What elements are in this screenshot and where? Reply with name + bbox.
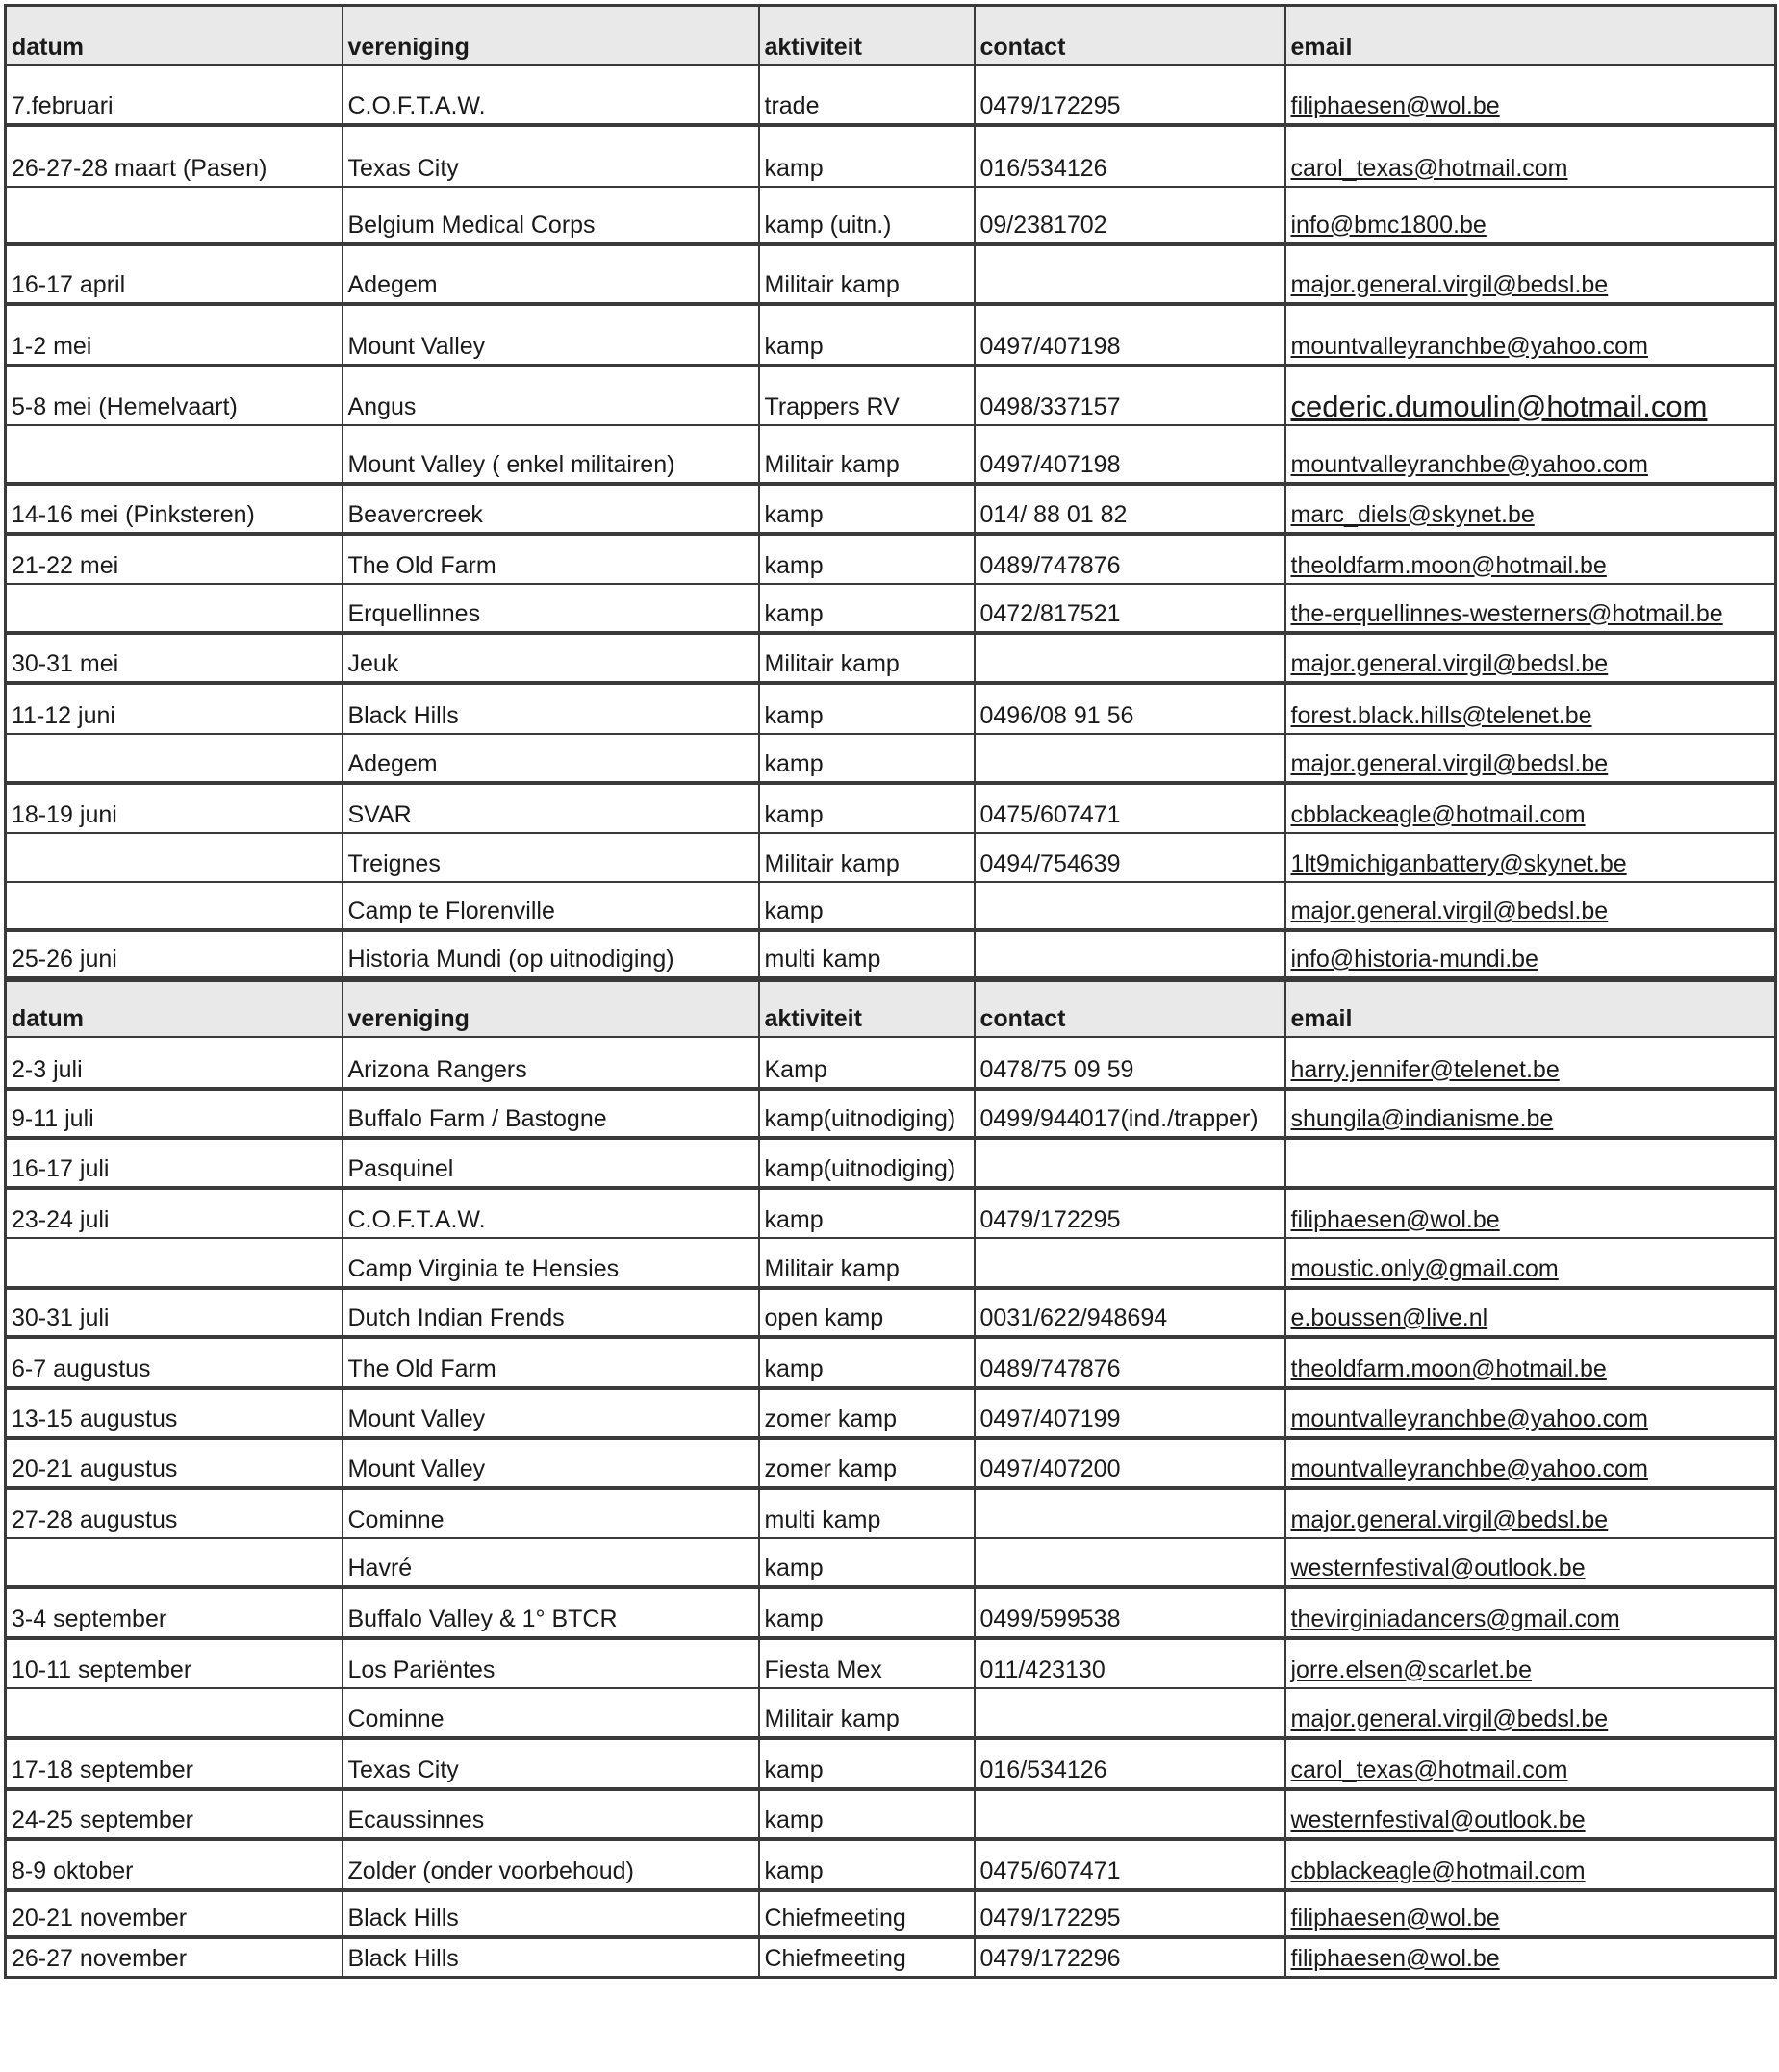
cell-datum: 1-2 mei xyxy=(6,304,343,366)
events-table-first-half xyxy=(4,4,1777,979)
cell-datum: 18-19 juni xyxy=(6,783,343,833)
cell-aktiviteit: Militair kamp xyxy=(759,425,975,484)
cell-contact: 0479/172295 xyxy=(975,1188,1285,1238)
cell-contact xyxy=(975,1789,1285,1839)
cell-datum xyxy=(6,1688,343,1738)
cell-datum xyxy=(6,425,343,484)
header-contact: contact xyxy=(975,6,1285,65)
cell-datum: 3-4 september xyxy=(6,1587,343,1638)
cell-aktiviteit: kamp xyxy=(759,125,975,187)
cell-contact: 0497/407199 xyxy=(975,1388,1285,1438)
cell-datum: 30-31 mei xyxy=(6,633,343,683)
cell-aktiviteit: Chiefmeeting xyxy=(759,1937,975,1978)
cell-datum: 9-11 juli xyxy=(6,1089,343,1138)
cell-email[interactable]: filiphaesen@wol.be xyxy=(1285,1937,1776,1978)
cell-contact: 014/ 88 01 82 xyxy=(975,484,1285,534)
header-email: email xyxy=(1285,981,1776,1037)
cell-contact: 0497/407200 xyxy=(975,1438,1285,1488)
cell-contact: 0475/607471 xyxy=(975,783,1285,833)
cell-contact: 0496/08 91 56 xyxy=(975,683,1285,734)
cell-datum: 20-21 november xyxy=(6,1890,343,1937)
cell-aktiviteit: Chiefmeeting xyxy=(759,1890,975,1937)
cell-vereniging: Adegem xyxy=(343,244,759,304)
cell-datum: 21-22 mei xyxy=(6,534,343,584)
table-row xyxy=(6,1538,1776,1587)
cell-datum: 13-15 augustus xyxy=(6,1388,343,1438)
cell-email[interactable]: thevirginiadancers@gmail.com xyxy=(1285,1587,1776,1638)
table-row xyxy=(6,930,1776,978)
cell-contact: 0499/944017(ind./trapper) xyxy=(975,1089,1285,1138)
cell-datum: 11-12 juni xyxy=(6,683,343,734)
cell-email[interactable]: westernfestival@outlook.be xyxy=(1285,1789,1776,1839)
table-row xyxy=(6,633,1776,683)
cell-contact: 0472/817521 xyxy=(975,584,1285,633)
cell-contact xyxy=(975,1488,1285,1538)
header-row xyxy=(6,981,1776,1037)
cell-datum: 23-24 juli xyxy=(6,1188,343,1238)
table-row xyxy=(6,65,1776,125)
cell-email[interactable]: moustic.only@gmail.com xyxy=(1285,1238,1776,1288)
cell-vereniging: Texas City xyxy=(343,125,759,187)
cell-email[interactable]: major.general.virgil@bedsl.be xyxy=(1285,882,1776,930)
cell-datum xyxy=(6,833,343,882)
cell-datum: 26-27 november xyxy=(6,1937,343,1978)
cell-aktiviteit: open kamp xyxy=(759,1288,975,1337)
cell-vereniging: Black Hills xyxy=(343,1937,759,1978)
cell-datum: 14-16 mei (Pinksteren) xyxy=(6,484,343,534)
cell-email[interactable]: cbblackeagle@hotmail.com xyxy=(1285,783,1776,833)
cell-aktiviteit: kamp xyxy=(759,683,975,734)
header-aktiviteit: aktiviteit xyxy=(759,981,975,1037)
cell-email[interactable]: cederic.dumoulin@hotmail.com xyxy=(1285,366,1776,425)
cell-datum: 5-8 mei (Hemelvaart) xyxy=(6,366,343,425)
cell-contact xyxy=(975,1238,1285,1288)
table-row xyxy=(6,1587,1776,1638)
cell-aktiviteit: zomer kamp xyxy=(759,1438,975,1488)
table-row xyxy=(6,425,1776,484)
cell-email[interactable]: jorre.elsen@scarlet.be xyxy=(1285,1638,1776,1688)
cell-aktiviteit: kamp xyxy=(759,1839,975,1890)
table-row xyxy=(6,1138,1776,1188)
cell-contact: 0497/407198 xyxy=(975,425,1285,484)
cell-email[interactable]: mountvalleyranchbe@yahoo.com xyxy=(1285,425,1776,484)
cell-vereniging: The Old Farm xyxy=(343,1337,759,1388)
cell-aktiviteit: kamp xyxy=(759,1538,975,1587)
cell-vereniging: Buffalo Valley & 1° BTCR xyxy=(343,1587,759,1638)
cell-aktiviteit: Militair kamp xyxy=(759,633,975,683)
cell-aktiviteit: multi kamp xyxy=(759,1488,975,1538)
cell-aktiviteit: kamp xyxy=(759,734,975,783)
cell-vereniging: Belgium Medical Corps xyxy=(343,187,759,244)
cell-aktiviteit: kamp xyxy=(759,1587,975,1638)
cell-vereniging: Arizona Rangers xyxy=(343,1037,759,1089)
cell-vereniging: Treignes xyxy=(343,833,759,882)
cell-vereniging: Angus xyxy=(343,366,759,425)
cell-email[interactable]: theoldfarm.moon@hotmail.be xyxy=(1285,1337,1776,1388)
cell-email[interactable]: harry.jennifer@telenet.be xyxy=(1285,1037,1776,1089)
cell-vereniging: Ecaussinnes xyxy=(343,1789,759,1839)
cell-email[interactable]: filiphaesen@wol.be xyxy=(1285,1890,1776,1937)
cell-vereniging: Beavercreek xyxy=(343,484,759,534)
cell-email[interactable]: filiphaesen@wol.be xyxy=(1285,65,1776,125)
cell-datum: 20-21 augustus xyxy=(6,1438,343,1488)
cell-contact: 0497/407198 xyxy=(975,304,1285,366)
cell-datum: 8-9 oktober xyxy=(6,1839,343,1890)
cell-vereniging: Mount Valley xyxy=(343,304,759,366)
cell-contact: 09/2381702 xyxy=(975,187,1285,244)
cell-contact xyxy=(975,734,1285,783)
cell-aktiviteit: zomer kamp xyxy=(759,1388,975,1438)
table-row xyxy=(6,1839,1776,1890)
cell-email[interactable]: shungila@indianisme.be xyxy=(1285,1089,1776,1138)
table-row xyxy=(6,1089,1776,1138)
table-row xyxy=(6,1337,1776,1388)
header-row xyxy=(6,6,1776,65)
cell-datum xyxy=(6,1238,343,1288)
table-row xyxy=(6,1037,1776,1089)
cell-vereniging: Historia Mundi (op uitnodiging) xyxy=(343,930,759,978)
cell-contact xyxy=(975,1138,1285,1188)
cell-email[interactable]: major.general.virgil@bedsl.be xyxy=(1285,244,1776,304)
cell-contact xyxy=(975,244,1285,304)
cell-datum xyxy=(6,1538,343,1587)
cell-datum: 7.februari xyxy=(6,65,343,125)
cell-aktiviteit: kamp xyxy=(759,1337,975,1388)
cell-vereniging: The Old Farm xyxy=(343,534,759,584)
header-vereniging: vereniging xyxy=(343,981,759,1037)
cell-aktiviteit: Militair kamp xyxy=(759,244,975,304)
cell-email[interactable]: mountvalleyranchbe@yahoo.com xyxy=(1285,1438,1776,1488)
table-row xyxy=(6,882,1776,930)
cell-email[interactable]: info@bmc1800.be xyxy=(1285,187,1776,244)
cell-contact xyxy=(975,1538,1285,1587)
cell-contact: 0479/172296 xyxy=(975,1937,1285,1978)
cell-aktiviteit: trade xyxy=(759,65,975,125)
table-row xyxy=(6,484,1776,534)
table-row xyxy=(6,734,1776,783)
cell-vereniging: Havré xyxy=(343,1538,759,1587)
cell-vereniging: Los Pariëntes xyxy=(343,1638,759,1688)
cell-email[interactable]: marc_diels@skynet.be xyxy=(1285,484,1776,534)
cell-aktiviteit: kamp xyxy=(759,484,975,534)
cell-contact xyxy=(975,633,1285,683)
cell-aktiviteit: Fiesta Mex xyxy=(759,1638,975,1688)
cell-email[interactable]: westernfestival@outlook.be xyxy=(1285,1538,1776,1587)
cell-aktiviteit: kamp xyxy=(759,783,975,833)
table-row xyxy=(6,1688,1776,1738)
header-vereniging: vereniging xyxy=(343,6,759,65)
table-row xyxy=(6,683,1776,734)
cell-datum: 30-31 juli xyxy=(6,1288,343,1337)
cell-datum xyxy=(6,187,343,244)
table-row xyxy=(6,1438,1776,1488)
cell-vereniging: Mount Valley xyxy=(343,1388,759,1438)
cell-datum: 10-11 september xyxy=(6,1638,343,1688)
cell-aktiviteit: kamp xyxy=(759,304,975,366)
cell-contact xyxy=(975,882,1285,930)
cell-aktiviteit: Militair kamp xyxy=(759,1238,975,1288)
table-row xyxy=(6,1638,1776,1688)
cell-contact: 016/534126 xyxy=(975,125,1285,187)
cell-aktiviteit: kamp xyxy=(759,1188,975,1238)
cell-contact xyxy=(975,1688,1285,1738)
header-contact: contact xyxy=(975,981,1285,1037)
cell-vereniging: Dutch Indian Frends xyxy=(343,1288,759,1337)
header-datum: datum xyxy=(6,6,343,65)
cell-aktiviteit: Militair kamp xyxy=(759,833,975,882)
cell-contact: 016/534126 xyxy=(975,1738,1285,1789)
cell-vereniging: Texas City xyxy=(343,1738,759,1789)
cell-vereniging: Pasquinel xyxy=(343,1138,759,1188)
cell-vereniging: Erquellinnes xyxy=(343,584,759,633)
cell-datum xyxy=(6,734,343,783)
cell-contact: 0499/599538 xyxy=(975,1587,1285,1638)
table-row xyxy=(6,1388,1776,1438)
table-row xyxy=(6,1288,1776,1337)
cell-datum: 16-17 juli xyxy=(6,1138,343,1188)
cell-email[interactable]: info@historia-mundi.be xyxy=(1285,930,1776,978)
cell-vereniging: Cominne xyxy=(343,1688,759,1738)
table-row xyxy=(6,1238,1776,1288)
cell-datum: 24-25 september xyxy=(6,1789,343,1839)
cell-email[interactable]: mountvalleyranchbe@yahoo.com xyxy=(1285,304,1776,366)
cell-aktiviteit: kamp(uitnodiging) xyxy=(759,1089,975,1138)
cell-aktiviteit: kamp xyxy=(759,882,975,930)
cell-contact: 0498/337157 xyxy=(975,366,1285,425)
cell-vereniging: Adegem xyxy=(343,734,759,783)
cell-contact: 0479/172295 xyxy=(975,1890,1285,1937)
cell-aktiviteit: kamp(uitnodiging) xyxy=(759,1138,975,1188)
table-row xyxy=(6,244,1776,304)
cell-contact xyxy=(975,930,1285,978)
cell-vereniging: Mount Valley xyxy=(343,1438,759,1488)
cell-email[interactable]: mountvalleyranchbe@yahoo.com xyxy=(1285,1388,1776,1438)
cell-vereniging: Mount Valley ( enkel militairen) xyxy=(343,425,759,484)
cell-email[interactable]: e.boussen@live.nl xyxy=(1285,1288,1776,1337)
cell-contact: 011/423130 xyxy=(975,1638,1285,1688)
table-body xyxy=(6,1037,1776,1978)
cell-vereniging: Black Hills xyxy=(343,683,759,734)
cell-vereniging: Black Hills xyxy=(343,1890,759,1937)
cell-aktiviteit: multi kamp xyxy=(759,930,975,978)
cell-datum: 16-17 april xyxy=(6,244,343,304)
table-row xyxy=(6,584,1776,633)
cell-email[interactable]: major.general.virgil@bedsl.be xyxy=(1285,734,1776,783)
cell-email[interactable]: theoldfarm.moon@hotmail.be xyxy=(1285,534,1776,584)
cell-aktiviteit: Militair kamp xyxy=(759,1688,975,1738)
cell-vereniging: Camp Virginia te Hensies xyxy=(343,1238,759,1288)
cell-vereniging: Zolder (onder voorbehoud) xyxy=(343,1839,759,1890)
table-row xyxy=(6,1188,1776,1238)
cell-email[interactable]: 1lt9michiganbattery@skynet.be xyxy=(1285,833,1776,882)
table-row xyxy=(6,1937,1776,1978)
cell-aktiviteit: kamp xyxy=(759,1738,975,1789)
table-row xyxy=(6,187,1776,244)
cell-vereniging: Jeuk xyxy=(343,633,759,683)
cell-email[interactable]: forest.black.hills@telenet.be xyxy=(1285,683,1776,734)
cell-datum: 2-3 juli xyxy=(6,1037,343,1089)
cell-contact: 0489/747876 xyxy=(975,1337,1285,1388)
cell-contact: 0031/622/948694 xyxy=(975,1288,1285,1337)
cell-email xyxy=(1285,1138,1776,1188)
header-aktiviteit: aktiviteit xyxy=(759,6,975,65)
table-row xyxy=(6,304,1776,366)
table-row xyxy=(6,1488,1776,1538)
cell-aktiviteit: kamp (uitn.) xyxy=(759,187,975,244)
table-row xyxy=(6,833,1776,882)
cell-vereniging: Cominne xyxy=(343,1488,759,1538)
cell-contact: 0478/75 09 59 xyxy=(975,1037,1285,1089)
header-email: email xyxy=(1285,6,1776,65)
cell-datum: 17-18 september xyxy=(6,1738,343,1789)
header-datum: datum xyxy=(6,981,343,1037)
cell-contact: 0479/172295 xyxy=(975,65,1285,125)
cell-datum: 25-26 juni xyxy=(6,930,343,978)
table-row xyxy=(6,1789,1776,1839)
cell-contact: 0475/607471 xyxy=(975,1839,1285,1890)
table-row xyxy=(6,1738,1776,1789)
cell-aktiviteit: Trappers RV xyxy=(759,366,975,425)
cell-email[interactable]: cbblackeagle@hotmail.com xyxy=(1285,1839,1776,1890)
table-row xyxy=(6,1890,1776,1937)
cell-vereniging: C.O.F.T.A.W. xyxy=(343,1188,759,1238)
cell-datum: 6-7 augustus xyxy=(6,1337,343,1388)
table-row xyxy=(6,366,1776,425)
table-row xyxy=(6,534,1776,584)
cell-email[interactable]: major.general.virgil@bedsl.be xyxy=(1285,1488,1776,1538)
cell-datum xyxy=(6,882,343,930)
cell-datum xyxy=(6,584,343,633)
cell-email[interactable]: major.general.virgil@bedsl.be xyxy=(1285,1688,1776,1738)
cell-email[interactable]: the-erquellinnes-westerners@hotmail.be xyxy=(1285,584,1776,633)
table-body xyxy=(6,65,1776,978)
cell-vereniging: C.O.F.T.A.W. xyxy=(343,65,759,125)
cell-vereniging: Camp te Florenville xyxy=(343,882,759,930)
cell-vereniging: SVAR xyxy=(343,783,759,833)
cell-vereniging: Buffalo Farm / Bastogne xyxy=(343,1089,759,1138)
table-row xyxy=(6,783,1776,833)
cell-contact: 0494/754639 xyxy=(975,833,1285,882)
cell-email[interactable]: filiphaesen@wol.be xyxy=(1285,1188,1776,1238)
cell-datum: 27-28 augustus xyxy=(6,1488,343,1538)
cell-email[interactable]: carol_texas@hotmail.com xyxy=(1285,125,1776,187)
events-table-second-half xyxy=(4,979,1777,1979)
table-row xyxy=(6,125,1776,187)
cell-contact: 0489/747876 xyxy=(975,534,1285,584)
cell-datum: 26-27-28 maart (Pasen) xyxy=(6,125,343,187)
cell-aktiviteit: kamp xyxy=(759,534,975,584)
cell-email[interactable]: major.general.virgil@bedsl.be xyxy=(1285,633,1776,683)
cell-aktiviteit: kamp xyxy=(759,1789,975,1839)
cell-email[interactable]: carol_texas@hotmail.com xyxy=(1285,1738,1776,1789)
cell-aktiviteit: Kamp xyxy=(759,1037,975,1089)
cell-aktiviteit: kamp xyxy=(759,584,975,633)
